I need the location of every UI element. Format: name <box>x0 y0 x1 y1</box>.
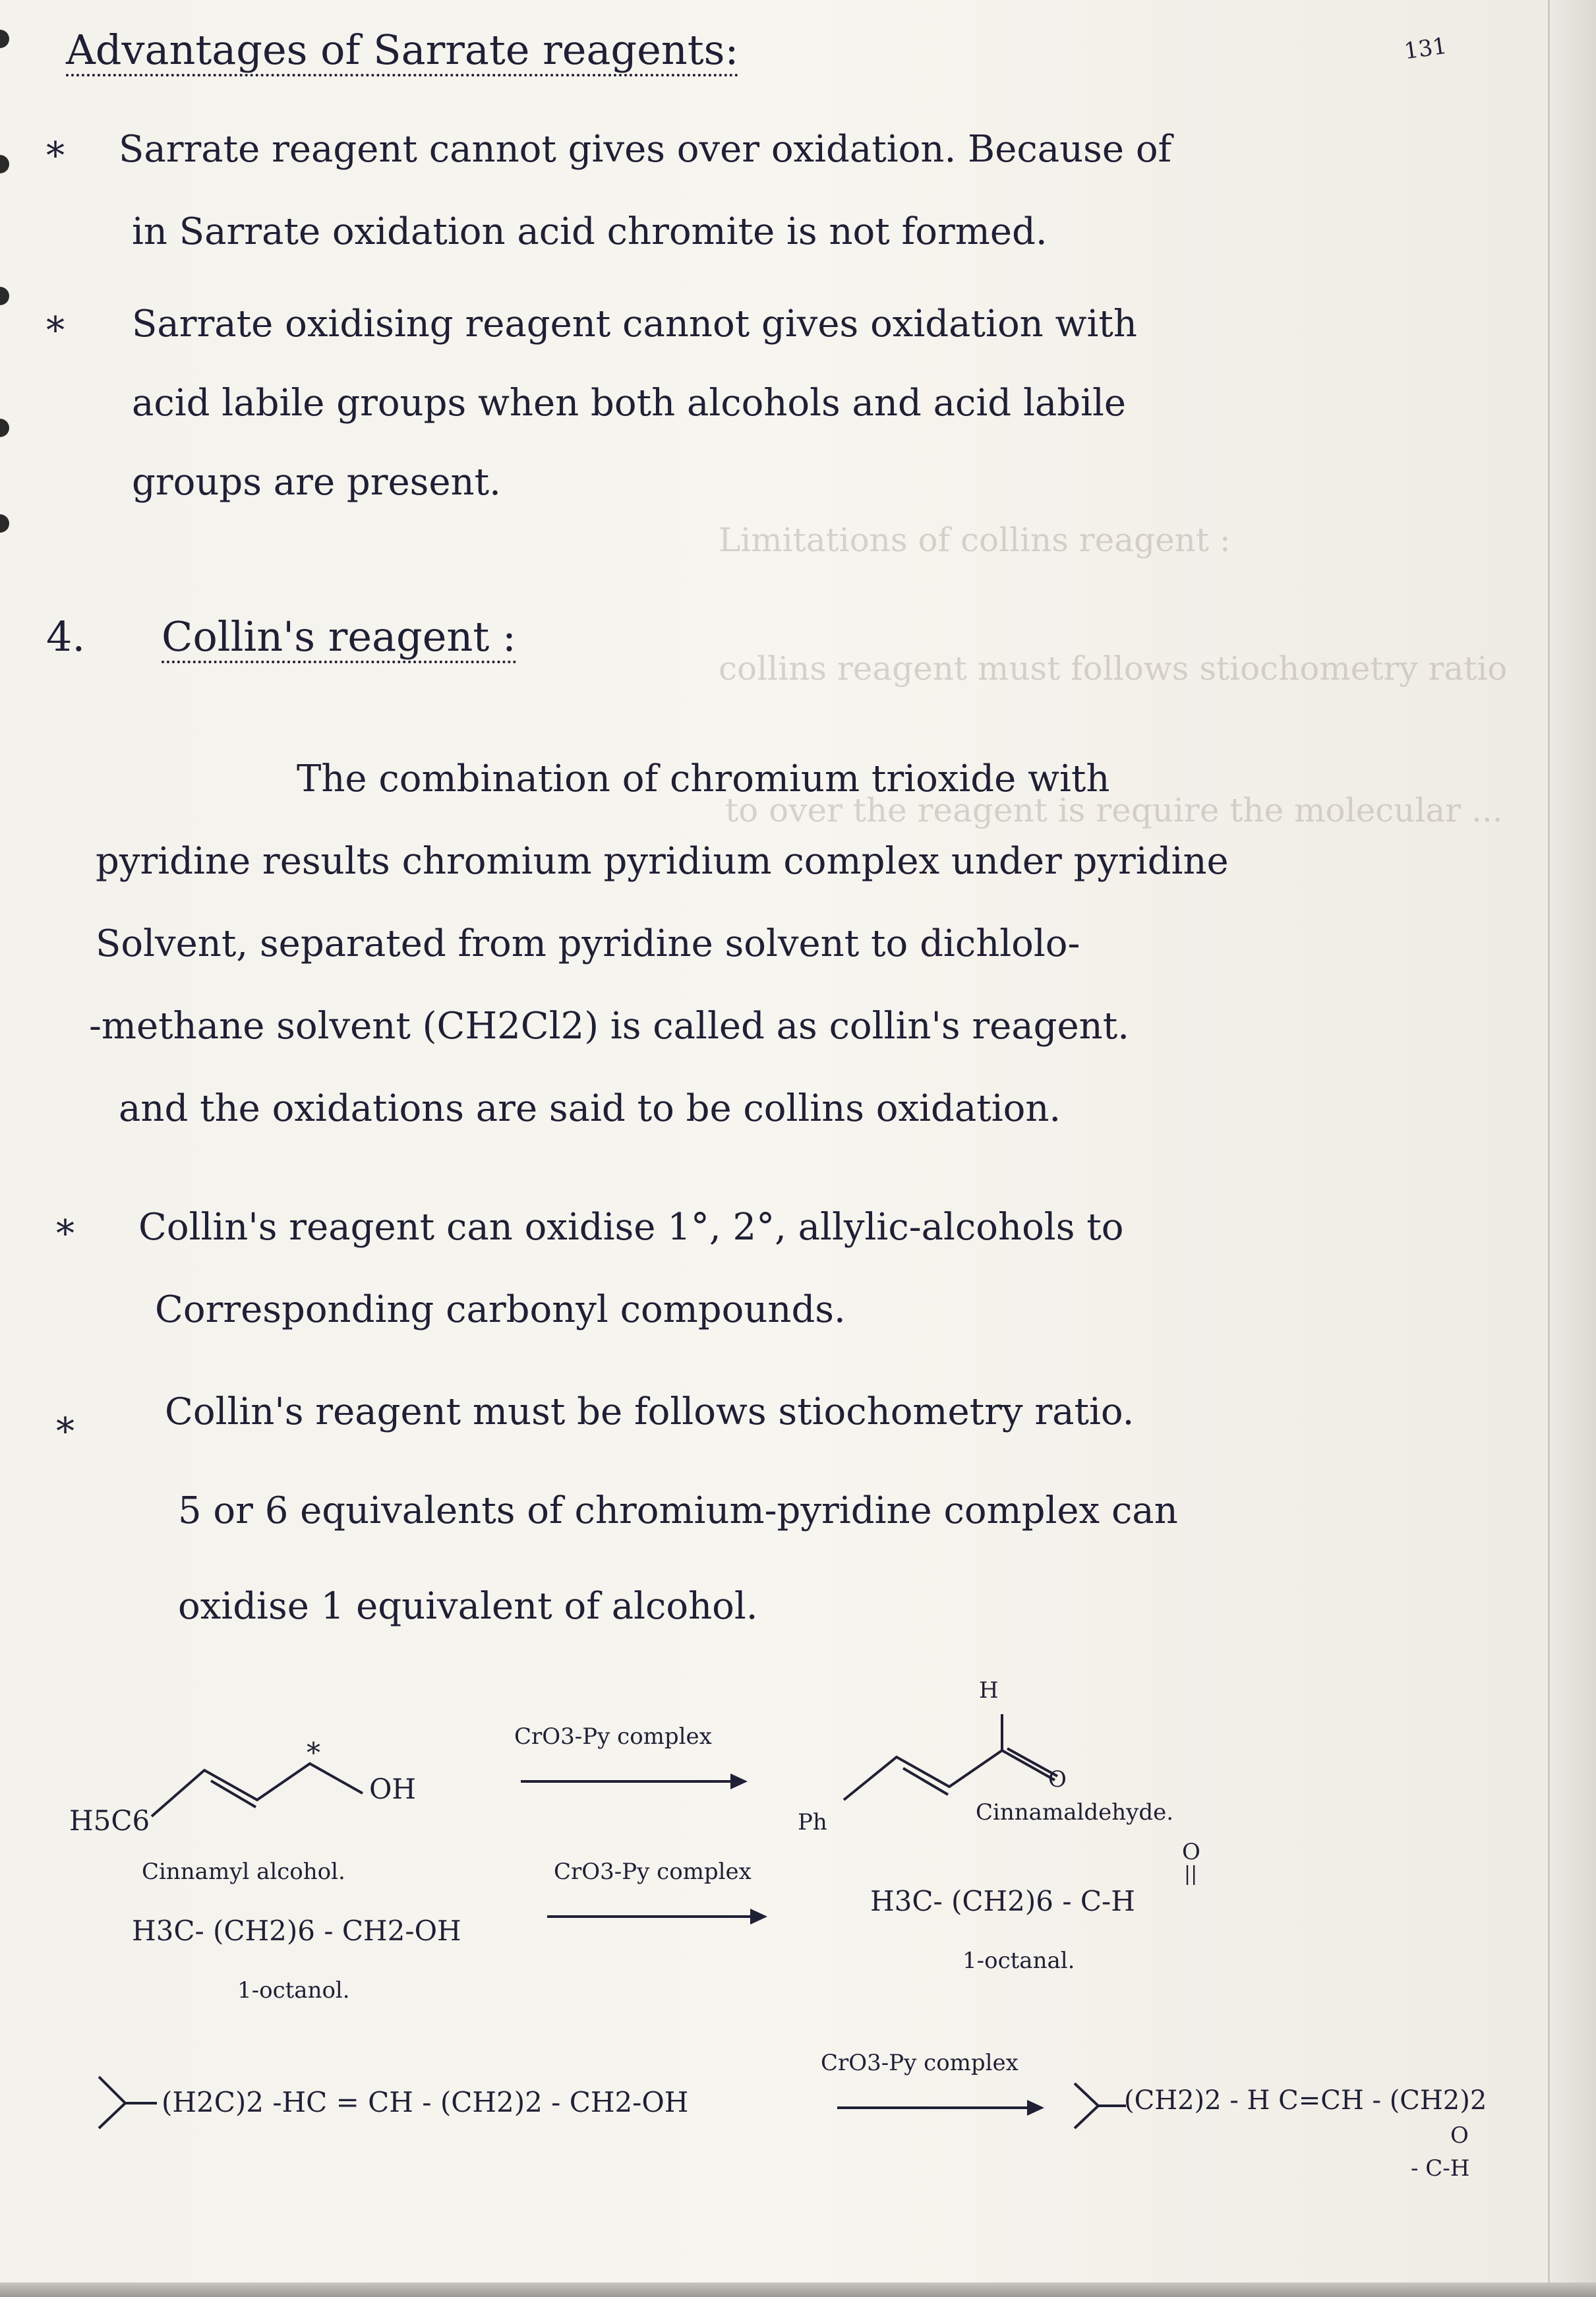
reaction3-reagent: CrO3-Py complex <box>821 2050 1019 2076</box>
reaction2-product: H3C- (CH2)6 - C-H <box>870 1885 1135 1917</box>
collins-title <box>162 613 516 660</box>
bleed-through-text: collins reagent must follows stiochometry ratio <box>719 649 1508 688</box>
binding-hole <box>0 514 9 533</box>
reaction2-arrow <box>547 1915 765 1918</box>
reaction1-reactant-star: * <box>307 1737 320 1769</box>
bleed-through-text: Limitations of collins reagent : <box>719 521 1231 559</box>
reaction1-reactant-substituent: H5C6 <box>69 1805 150 1837</box>
sarrate-heading <box>66 26 738 73</box>
reaction3-reactant-branch <box>99 2077 158 2130</box>
reaction3-reactant: (H2C)2 -HC = CH - (CH2)2 - CH2-OH <box>162 2086 689 2118</box>
collins-bullet-line: oxidise 1 equivalent of alcohol. <box>178 1585 758 1628</box>
binding-hole <box>0 287 9 305</box>
sarrate-bullet-line: groups are present. <box>132 461 501 504</box>
reaction3-product: (CH2)2 - H C=CH - (CH2)2 <box>1124 2085 1487 2116</box>
sarrate-heading-text: Advantages of Sarrate reagents: <box>66 26 738 76</box>
sarrate-bullet-line: Sarrate reagent cannot gives over oxidation. Because of <box>119 128 1172 171</box>
page-number: 131 <box>1402 32 1449 65</box>
reaction3-product-end: - C-H <box>1411 2155 1470 2182</box>
reaction2-product-double-bond: || <box>1184 1863 1198 1886</box>
collins-bullet-line: 5 or 6 equivalents of chromium-pyridine complex can <box>178 1489 1178 1532</box>
reaction2-reactant: H3C- (CH2)6 - CH2-OH <box>132 1915 461 1947</box>
sarrate-bullet-line: in Sarrate oxidation acid chromite is not formed. <box>132 210 1048 253</box>
reaction1-reagent: CrO3-Py complex <box>514 1723 712 1750</box>
collins-bullet-line: Corresponding carbonyl compounds. <box>155 1288 846 1331</box>
sarrate-bullet-line: acid labile groups when both alcohols and acid labile <box>132 382 1127 425</box>
sarrate-bullet-star: * <box>46 134 65 177</box>
reaction3-product-carbonyl-o: O <box>1450 2122 1469 2149</box>
binding-hole <box>0 155 9 173</box>
collins-paragraph-line: -methane solvent (CH2Cl2) is called as collin's reagent. <box>89 1005 1130 1048</box>
collins-bullet-star: * <box>56 1410 74 1453</box>
bleed-through-text: to over the reagent is require the molecular ... <box>725 791 1503 829</box>
sarrate-bullet-star: * <box>46 309 65 352</box>
reaction1-product-h: H <box>979 1677 999 1704</box>
reaction2-reactant-name: 1-octanol. <box>237 1977 350 2004</box>
collins-number: 4. <box>46 612 86 661</box>
reaction1-product-o: O <box>1048 1766 1067 1793</box>
collins-bullet-star: * <box>56 1212 74 1255</box>
reaction1-reactant-skeleton <box>152 1744 389 1830</box>
reaction3-product-branch <box>1075 2083 1127 2130</box>
binding-hole <box>0 419 9 437</box>
collins-paragraph-line: Solvent, separated from pyridine solvent to dichlolo- <box>96 922 1080 965</box>
binding-hole <box>0 30 9 48</box>
reaction1-reactant-name: Cinnamyl alcohol. <box>142 1859 345 1885</box>
reaction1-product-name: Cinnamaldehyde. <box>976 1799 1174 1826</box>
collins-paragraph-line: pyridine results chromium pyridium complex under pyridine <box>96 840 1229 883</box>
reaction1-product-substituent: Ph <box>798 1809 827 1835</box>
reaction2-reagent: CrO3-Py complex <box>554 1859 752 1885</box>
reaction1-reactant-oh: OH <box>369 1773 417 1805</box>
sarrate-bullet-line: Sarrate oxidising reagent cannot gives oxidation with <box>132 303 1137 345</box>
collins-paragraph-line: The combination of chromium trioxide with <box>297 758 1110 800</box>
collins-bullet-line: Collin's reagent must be follows stiochometry ratio. <box>165 1390 1135 1433</box>
reaction1-arrow <box>521 1780 745 1783</box>
reaction3-arrow <box>837 2106 1042 2109</box>
page-bottom-edge <box>0 2282 1596 2297</box>
collins-paragraph-line: and the oxidations are said to be collins oxidation. <box>119 1087 1061 1130</box>
collins-bullet-line: Collin's reagent can oxidise 1°, 2°, allylic-alcohols to <box>138 1206 1124 1249</box>
reaction2-product-name: 1-octanal. <box>962 1948 1075 1974</box>
collins-title-text: Collin's reagent : <box>162 612 516 663</box>
page-edge <box>1548 0 1596 2297</box>
reaction2-product-carbonyl-o: O <box>1182 1839 1200 1865</box>
